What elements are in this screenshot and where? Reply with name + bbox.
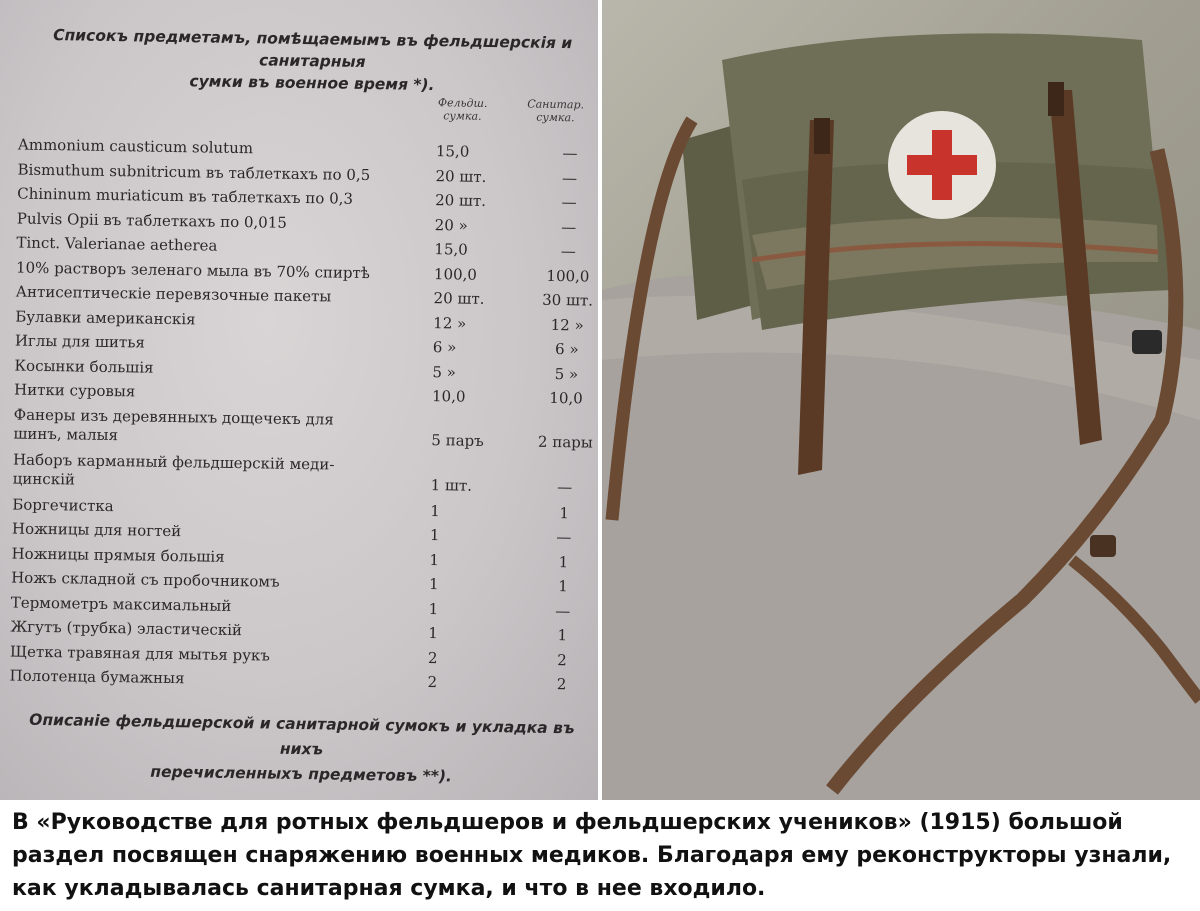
column-header-sanitary: Санитар. сумка.	[527, 97, 585, 125]
item-name: Ножъ складной съ пробочникомъ	[11, 568, 280, 591]
feldsher-quantity: 100,0	[433, 264, 478, 284]
feldsher-quantity: 2	[427, 648, 438, 667]
sanitary-quantity: 2 пары	[537, 432, 593, 452]
column-header-feldsher: Фельдш. сумка.	[437, 96, 488, 123]
sanitary-quantity: 2	[556, 675, 567, 694]
medical-bag-photo	[602, 0, 1200, 800]
item-name: Ammonium causticum solutum	[17, 135, 254, 158]
section-heading: Описаніе фельдшерской и санитарной сумокъ и укладка въ нихъ перечисленныхъ предметовъ **).	[29, 710, 575, 786]
item-name: Bismuthum subnitricum въ таблеткахъ по 0,5	[17, 160, 371, 184]
feldsher-quantity: 1	[429, 526, 440, 545]
sanitary-quantity: —	[557, 477, 573, 496]
sanitary-quantity: 30 шт.	[542, 290, 594, 310]
sanitary-quantity: —	[556, 528, 572, 547]
item-name: Жгутъ (трубка) эластическій	[10, 617, 243, 640]
book-page-photo	[0, 0, 598, 800]
sanitary-quantity: —	[561, 168, 578, 187]
item-name: Фанеры изъ деревянныхъ дощечекъ для	[13, 405, 334, 429]
sanitary-quantity: —	[555, 601, 571, 620]
item-name: Chininum muriaticum въ таблеткахъ по 0,3	[17, 184, 354, 208]
table-row	[12, 450, 593, 496]
feldsher-quantity: 2	[427, 673, 438, 692]
feldsher-quantity: 20 шт.	[433, 289, 485, 308]
item-name: Щетка травяная для мытья рукъ	[9, 641, 271, 665]
table-row	[12, 494, 592, 522]
sanitary-quantity: 100,0	[546, 266, 590, 286]
feldsher-quantity: 10,0	[431, 387, 466, 406]
sanitary-quantity: —	[561, 217, 577, 236]
sanitary-quantity: —	[560, 242, 577, 261]
caption-text: В «Руководстве для ротных фельдшеров и фельдшерских учеников» (1915) большой раздел посвящен снаряжению военных медиков. Благодаря ему реконструкторы узнали, как укладывалась санитарная сумка, и что в нее входило.	[12, 810, 1172, 901]
sanitary-quantity: 1	[558, 577, 569, 596]
item-name-continued: шинъ, малыя	[13, 424, 119, 444]
item-name-continued: цинскій	[12, 468, 76, 488]
item-name: Ножницы прямыя большія	[11, 543, 225, 566]
feldsher-quantity: 6 »	[432, 338, 457, 357]
feldsher-quantity: 20 шт.	[435, 191, 487, 210]
item-name: Наборъ карманный фельдшерскій меди-	[12, 450, 335, 474]
sanitary-quantity: 2	[557, 650, 567, 669]
feldsher-quantity: 20 »	[434, 215, 468, 235]
item-name: Антисептическіе перевязочные пакеты	[15, 282, 332, 306]
item-name: Боргечистка	[12, 494, 114, 515]
feldsher-quantity: 1	[428, 624, 439, 643]
item-name: Булавки американскія	[15, 307, 196, 328]
feldsher-quantity: 1	[430, 501, 440, 520]
list-title: Списокъ предметамъ, помѣщаемымъ въ фельдшерскія и санитарныя сумки въ военное время *).	[53, 26, 573, 95]
canvas-medical-bag-icon	[602, 0, 1200, 800]
item-name: Ножницы для ногтей	[11, 519, 182, 541]
item-name: Термометръ максимальный	[10, 592, 232, 615]
feldsher-quantity: 1	[429, 550, 440, 569]
feldsher-quantity: 5 »	[432, 362, 457, 381]
sanitary-quantity: 12 »	[550, 315, 584, 334]
feldsher-quantity: 15,0	[435, 142, 470, 161]
feldsher-quantity: 1 шт.	[430, 475, 473, 495]
table-row	[17, 135, 598, 163]
feldsher-quantity: 5 паръ	[431, 430, 484, 450]
item-name: Tinct. Valerianae aetherea	[16, 233, 218, 255]
sanitary-quantity: 1	[558, 552, 569, 571]
item-name: Косынки большія	[14, 356, 154, 377]
feldsher-quantity: 20 шт.	[435, 166, 487, 186]
sanitary-quantity: 10,0	[549, 388, 583, 408]
item-name: Нитки суровыя	[13, 380, 136, 401]
sanitary-quantity: 1	[557, 626, 568, 645]
feldsher-quantity: 12 »	[433, 313, 467, 333]
item-name: Иглы для шитья	[14, 331, 146, 352]
feldsher-quantity: 1	[428, 575, 439, 594]
sanitary-quantity: 1	[559, 503, 570, 522]
feldsher-quantity: 1	[428, 599, 439, 618]
item-name: 10% растворъ зеленаго мыла въ 70% спиртѣ	[15, 258, 371, 282]
item-name: Pulvis Opii въ таблеткахъ по 0,015	[16, 209, 288, 232]
sanitary-quantity: —	[561, 193, 577, 212]
item-name: Полотенца бумажныя	[9, 666, 185, 688]
sanitary-quantity: 6 »	[554, 340, 579, 359]
feldsher-quantity: 15,0	[434, 240, 468, 259]
sanitary-quantity: 5 »	[554, 364, 579, 383]
sanitary-quantity: —	[562, 144, 578, 163]
